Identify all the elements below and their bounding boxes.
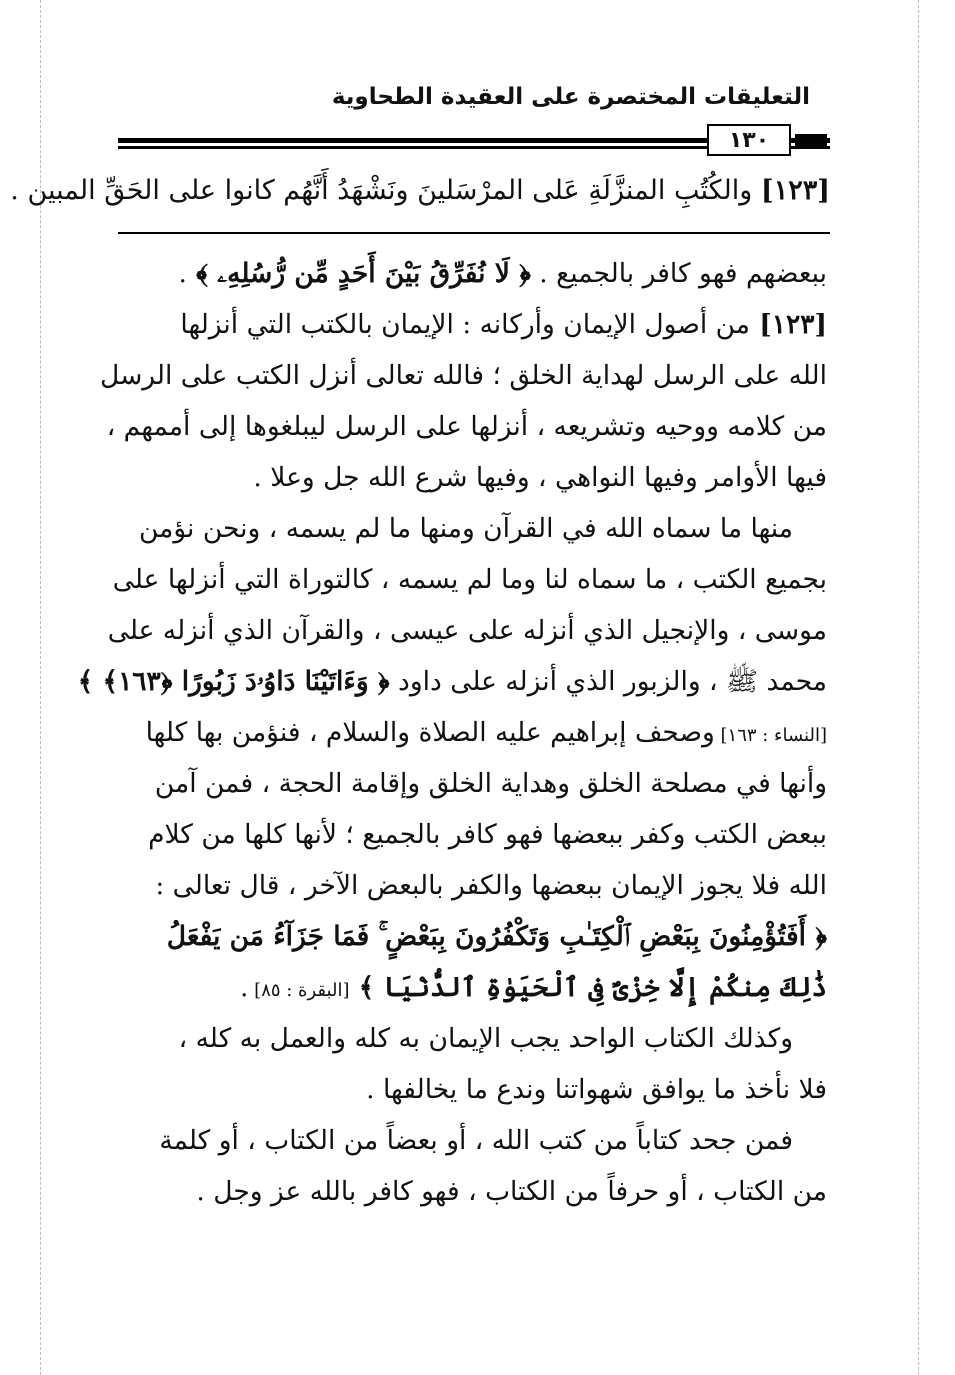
line-text: الله فلا يجوز الإيمان ببعضها والكفر بالبعض الآخر ، قال تعالى : [155, 870, 827, 901]
line-text: موسى ، والإنجيل الذي أنزله على عيسى ، والقرآن الذي أنزله على [107, 615, 827, 646]
line-text: فمن جحد كتاباً من كتب الله ، أو بعضاً من الكتاب ، أو كلمة [159, 1125, 793, 1156]
matn-number: [١٢٣] [760, 175, 830, 206]
body-line [117, 962, 827, 1013]
line-text: ببعضهم فهو كافر بالجميع . [530, 258, 827, 289]
line-tail: . [178, 258, 187, 289]
body-line [117, 1115, 827, 1166]
matn-separator [118, 232, 830, 234]
body-line [77, 656, 827, 707]
body-line [117, 248, 827, 299]
line-tail: . [240, 972, 249, 1003]
body-line [107, 605, 827, 656]
body-line [106, 401, 827, 452]
running-title: التعليقات المختصرة على العقيدة الطحاوية [331, 84, 810, 110]
body-line [117, 1166, 827, 1217]
line-text: من أصول الإيمان وأركانه : الإيمان بالكتب التي أنزلها [180, 309, 750, 340]
line-text: من الكتاب ، أو حرفاً من الكتاب ، فهو كافر بالله عز وجل . [196, 1176, 827, 1207]
body-line [117, 911, 827, 962]
body-line [117, 503, 827, 554]
body-line [117, 809, 827, 860]
body-line [117, 1064, 827, 1115]
line-text: من كلامه ووحيه وتشريعه ، أنزلها على الرسل ليبلغوها إلى أممهم ، [106, 411, 827, 442]
body-line [100, 350, 827, 401]
body-line [117, 707, 827, 758]
body-line [117, 452, 827, 503]
verse-reference: [النساء : ١٦٣] [714, 725, 827, 746]
paragraph-number: [١٢٣] [749, 309, 827, 340]
header-rule-stub [795, 134, 827, 149]
body-line [117, 299, 827, 350]
quran-verse: ﴿ وَءَاتَيْنَا دَاوُۥدَ زَبُورًا ﴿١٦٣﴾ ﴾ [77, 666, 390, 697]
scan-border-right [918, 0, 919, 1375]
line-text: فلا نأخذ ما يوافق شهواتنا وندع ما يخالفها . [366, 1074, 827, 1105]
line-text: فيها الأوامر وفيها النواهي ، وفيها شرع الله جل وعلا . [253, 462, 827, 493]
body-line [112, 554, 827, 605]
line-text: محمد ﷺ ، والزبور الذي أنزله على داود [389, 666, 827, 697]
body-line [117, 1013, 827, 1064]
page-number: ١٣٠ [707, 124, 791, 156]
matn-body: والكُتُبِ المنزَّلَةِ عَلى المرْسَلينَ ونَشْهَدُ أَنَّهُم كانوا على الحَقِّ المبين . [10, 175, 753, 206]
quran-verse: ﴿ لَا نُفَرِّقُ بَيْنَ أَحَدٍ مِّن رُّسُلِهِۦ ﴾ [186, 258, 531, 289]
verse-reference: [البقرة : ٨٥] [248, 980, 350, 1001]
body-line [117, 758, 827, 809]
line-text: وكذلك الكتاب الواحد يجب الإيمان به كله والعمل به كله ، [178, 1023, 793, 1054]
line-text: بجميع الكتب ، ما سماه لنا وما لم يسمه ، كالتوراة التي أنزلها على [112, 564, 827, 595]
matn-text [10, 168, 830, 214]
line-text: الله على الرسل لهداية الخلق ؛ فالله تعالى أنزل الكتب على الرسل [100, 360, 827, 391]
line-text: منها ما سماه الله في القرآن ومنها ما لم يسمه ، ونحن نؤمن [138, 513, 793, 544]
line-text: وأنها في مصلحة الخلق وهداية الخلق وإقامة الحجة ، فمن آمن [154, 768, 827, 799]
body-line [117, 860, 827, 911]
line-text: وصحف إبراهيم عليه الصلاة والسلام ، فنؤمن بها كلها [145, 717, 715, 748]
quran-verse: ذَٰلِكَ مِنكُمْ إِلَّا خِزْىٌ فِى ٱلْحَيَوٰةِ ٱلدُّنْيَا ﴾ [349, 972, 827, 1003]
quran-verse: ﴿ أَفَتُؤْمِنُونَ بِبَعْضِ ٱلْكِتَـٰبِ وَتَكْفُرُونَ بِبَعْضٍ ۚ فَمَا جَزَآءُ مَن يَفْعَلُ [166, 921, 827, 952]
line-text: ببعض الكتب وكفر ببعضها فهو كافر بالجميع ؛ لأنها كلها من كلام [148, 819, 827, 850]
commentary-body [77, 248, 827, 1217]
